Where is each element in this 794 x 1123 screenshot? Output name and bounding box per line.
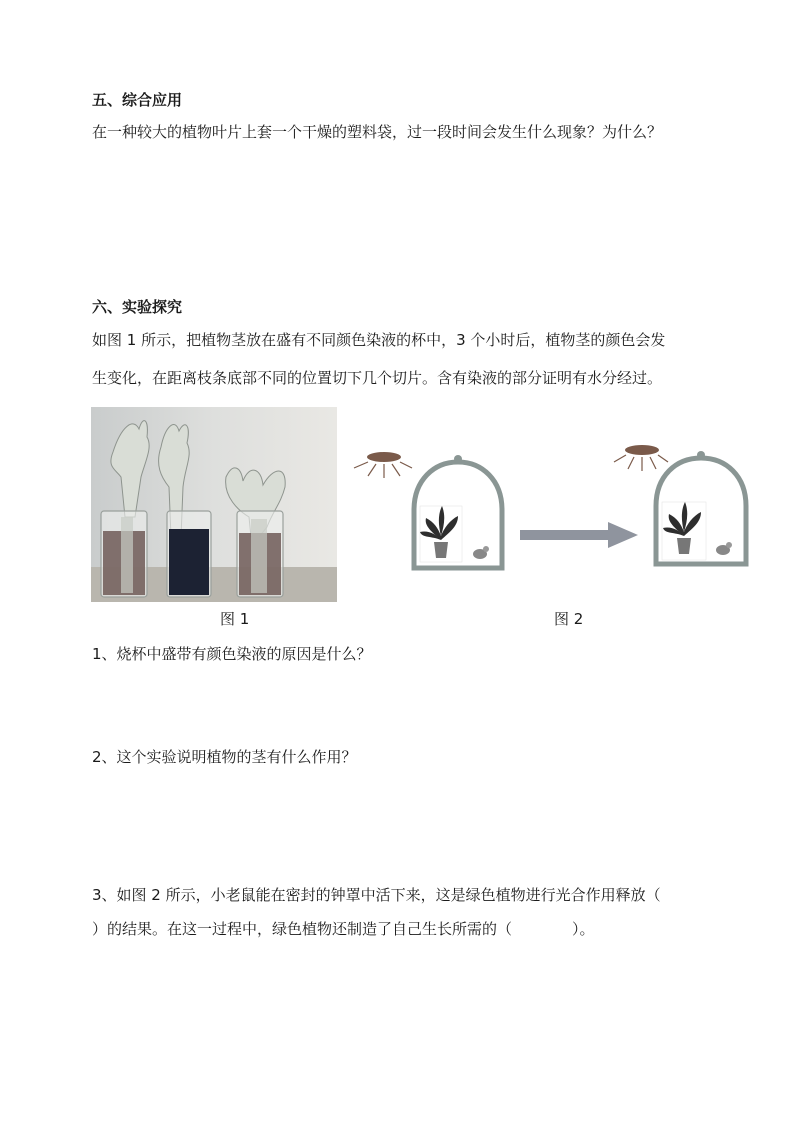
figure2-caption: 图 2 xyxy=(554,610,584,628)
bell-jar-left xyxy=(412,455,504,568)
figure1-caption: 图 1 xyxy=(220,610,250,628)
figure1-celery-photo xyxy=(91,407,337,602)
question-3-line1: 3、如图 2 所示，小老鼠能在密封的钟罩中活下来，这是绿色植物进行光合作用释放（ xyxy=(92,886,661,904)
figure2-bell-jar-diagram xyxy=(346,440,756,580)
lamp-icon-right xyxy=(614,445,668,471)
question-2: 2、这个实验说明植物的茎有什么作用？ xyxy=(92,748,357,766)
bell-jar-right xyxy=(654,451,748,564)
section6-heading: 六、实验探究 xyxy=(92,298,183,316)
arrow-right-icon xyxy=(520,522,638,548)
lamp-icon-left xyxy=(354,452,412,478)
section6-intro-line2: 生变化，在距离枝条底部不同的位置切下几个切片。含有染液的部分证明有水分经过。 xyxy=(92,369,663,387)
section6-intro-line1: 如图 1 所示，把植物茎放在盛有不同颜色染液的杯中，3 个小时后，植物茎的颜色会发 xyxy=(92,331,666,349)
question-1: 1、烧杯中盛带有颜色染液的原因是什么？ xyxy=(92,645,372,663)
question-3-line2: ）的结果。在这一过程中，绿色植物还制造了自己生长所需的（ ）。 xyxy=(92,920,595,938)
section5-heading: 五、综合应用 xyxy=(92,91,183,109)
section5-question: 在一种较大的植物叶片上套一个干燥的塑料袋，过一段时间会发生什么现象？为什么？ xyxy=(92,123,663,141)
